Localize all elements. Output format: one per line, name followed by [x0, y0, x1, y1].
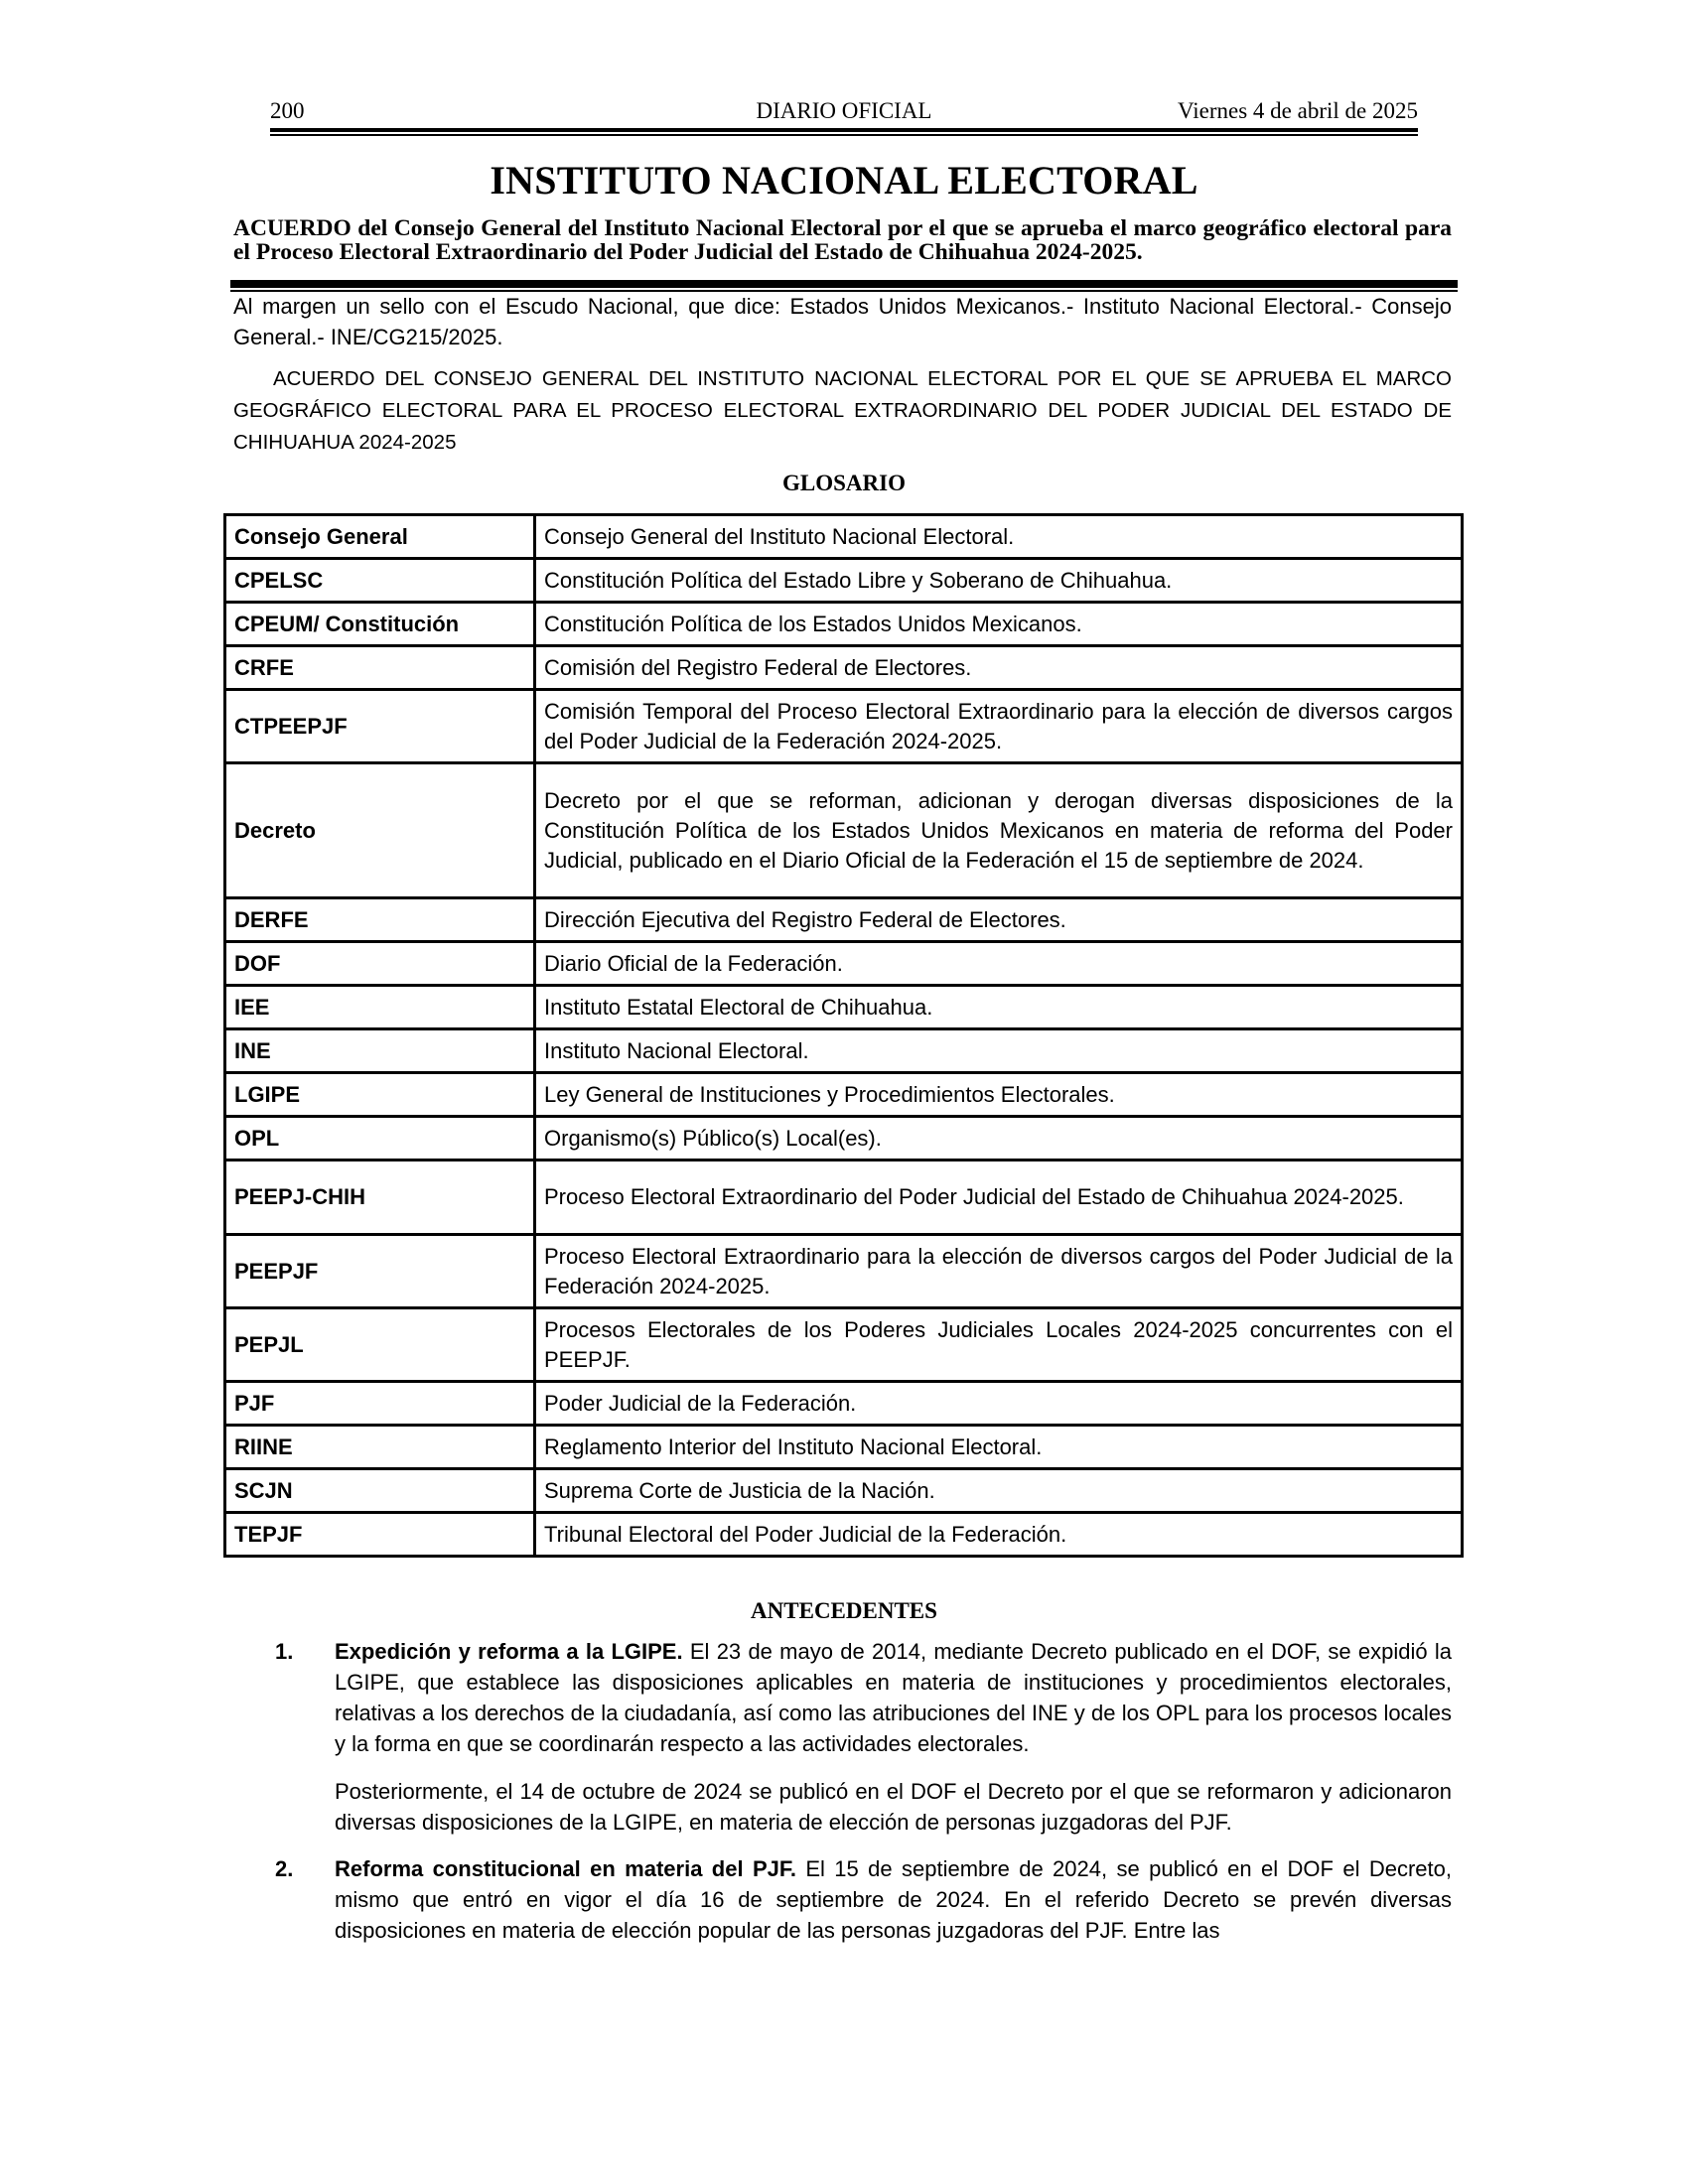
- table-row: [225, 603, 1463, 646]
- glossary-term: IEE: [225, 986, 535, 1029]
- item-number: 1.: [275, 1639, 294, 1664]
- table-row: [225, 1513, 1463, 1557]
- table-row: [225, 1117, 1463, 1160]
- table-row: [225, 1382, 1463, 1426]
- glossary-definition: Suprema Corte de Justicia de la Nación.: [535, 1469, 1463, 1513]
- running-header: [270, 97, 1418, 127]
- item-paragraph: [335, 1853, 1452, 1946]
- glossary-definition: Procesos Electorales de los Poderes Judiciales Locales 2024-2025 concurrentes con el PEEPJF.: [535, 1308, 1463, 1382]
- table-row: [225, 515, 1463, 559]
- table-row: [225, 559, 1463, 603]
- glossary-term: PEPJL: [225, 1308, 535, 1382]
- glossary-term: TEPJF: [225, 1513, 535, 1557]
- glossary-term: PEEPJ-CHIH: [225, 1160, 535, 1235]
- glossary-term: DERFE: [225, 898, 535, 942]
- glossary-definition: Instituto Estatal Electoral de Chihuahua.: [535, 986, 1463, 1029]
- glossary-term: RIINE: [225, 1426, 535, 1469]
- glossary-term: PEEPJF: [225, 1235, 535, 1308]
- item-number: 2.: [275, 1856, 294, 1881]
- table-row: [225, 690, 1463, 763]
- table-row: [225, 646, 1463, 690]
- item-paragraph: [335, 1636, 1452, 1759]
- glossary-definition: Diario Oficial de la Federación.: [535, 942, 1463, 986]
- table-row: [225, 1029, 1463, 1073]
- margin-note: Al margen un sello con el Escudo Nacional, que dice: Estados Unidos Mexicanos.- Instituto Nacional Electoral.- Consejo General.- INE/CG215/2025.: [233, 294, 1452, 349]
- page-number: 200: [270, 98, 305, 123]
- glossary-term: Consejo General: [225, 515, 535, 559]
- table-row: [225, 942, 1463, 986]
- item-text: El 15 de septiembre de 2024, se publicó en el DOF el Decreto, mismo que entró en vigor el día 16 de septiembre de 2024. En el referido Decreto se prevén diversas disposiciones en materia de elección popular de las personas juzgadoras del PJF. Entre las: [335, 1856, 1452, 1943]
- glossary-term: SCJN: [225, 1469, 535, 1513]
- publication-name: DIARIO OFICIAL: [756, 98, 932, 123]
- glossary-definition: Proceso Electoral Extraordinario para la elección de diversos cargos del Poder Judicial de la Federación 2024-2025.: [535, 1235, 1463, 1308]
- table-row: [225, 1235, 1463, 1308]
- glossary-definition: Comisión Temporal del Proceso Electoral Extraordinario para la elección de diversos cargos del Poder Judicial de la Federación 2024-2025.: [535, 690, 1463, 763]
- glossary-definition: Tribunal Electoral del Poder Judicial de la Federación.: [535, 1513, 1463, 1557]
- table-row: [225, 1469, 1463, 1513]
- glossary-term: DOF: [225, 942, 535, 986]
- decree-title: ACUERDO del Consejo General del Instituto Nacional Electoral por el que se aprueba el marco geográfico electoral para el Proceso Electoral Extraordinario del Poder Judicial del Estado de Chihuahua 2024-2025.: [233, 215, 1452, 265]
- glossary-definition: Reglamento Interior del Instituto Nacional Electoral.: [535, 1426, 1463, 1469]
- table-row: [225, 1308, 1463, 1382]
- glossary-term: OPL: [225, 1117, 535, 1160]
- table-row: [225, 898, 1463, 942]
- glossary-term: CPEUM/ Constitución: [225, 603, 535, 646]
- table-row: [225, 986, 1463, 1029]
- item-text: El 23 de mayo de 2014, mediante Decreto publicado en el DOF, se expidió la LGIPE, que establece las disposiciones aplicables en materia de instituciones y procedimientos electorales, relativas a los derechos de la ciudadanía, así como las atribuciones del INE y de los OPL para los procesos locales y la forma en que se coordinarán respecto a las actividades electorales.: [335, 1639, 1453, 1756]
- glossary-term: PJF: [225, 1382, 535, 1426]
- glossary-definition: Consejo General del Instituto Nacional Electoral.: [535, 515, 1463, 559]
- glossary-definition: Ley General de Instituciones y Procedimientos Electorales.: [535, 1073, 1463, 1117]
- glossary-term: CTPEEPJF: [225, 690, 535, 763]
- table-row: [225, 763, 1463, 898]
- header-rule-thin: [270, 134, 1418, 136]
- glossary-definition: Decreto por el que se reforman, adicionan y derogan diversas disposiciones de la Constitución Política de los Estados Unidos Mexicanos en materia de reforma del Poder Judicial, publicado en el Diario Oficial de la Federación el 15 de septiembre de 2024.: [535, 763, 1463, 898]
- title-rule: [230, 280, 1458, 288]
- glossary-definition: Dirección Ejecutiva del Registro Federal de Electores.: [535, 898, 1463, 942]
- glossary-definition: Constitución Política del Estado Libre y Soberano de Chihuahua.: [535, 559, 1463, 603]
- antecedentes-list: [275, 1636, 1452, 1962]
- glossary-term: CRFE: [225, 646, 535, 690]
- glossary-definition: Instituto Nacional Electoral.: [535, 1029, 1463, 1073]
- glossary-table: [223, 513, 1464, 1558]
- glossary-definition: Poder Judicial de la Federación.: [535, 1382, 1463, 1426]
- glossary-heading: GLOSARIO: [782, 471, 906, 495]
- glossary-definition: Organismo(s) Público(s) Local(es).: [535, 1117, 1463, 1160]
- glossary-definition: Constitución Política de los Estados Unidos Mexicanos.: [535, 603, 1463, 646]
- table-row: [225, 1160, 1463, 1235]
- glossary-term: INE: [225, 1029, 535, 1073]
- section-title: INSTITUTO NACIONAL ELECTORAL: [490, 158, 1198, 203]
- item-title: Expedición y reforma a la LGIPE.: [335, 1639, 683, 1664]
- caps-title: ACUERDO DEL CONSEJO GENERAL DEL INSTITUTO NACIONAL ELECTORAL POR EL QUE SE APRUEBA EL MARCO GEOGRÁFICO ELECTORAL PARA EL PROCESO ELECTORAL EXTRAORDINARIO DEL PODER JUDICIAL DEL ESTADO DE CHIHUAHUA 2024-2025: [233, 367, 1452, 454]
- glossary-term: LGIPE: [225, 1073, 535, 1117]
- glossary-definition: Proceso Electoral Extraordinario del Poder Judicial del Estado de Chihuahua 2024-2025.: [535, 1160, 1463, 1235]
- item-paragraph-extra: Posteriormente, el 14 de octubre de 2024 se publicó en el DOF el Decreto por el que se reformaron y adicionaron diversas disposiciones de la LGIPE, en materia de elección de personas juzgadoras del PJF.: [335, 1779, 1452, 1835]
- publication-date: Viernes 4 de abril de 2025: [1178, 98, 1418, 123]
- glossary-term: Decreto: [225, 763, 535, 898]
- table-row: [225, 1426, 1463, 1469]
- list-item: [275, 1853, 1452, 1946]
- header-rule: [270, 128, 1418, 132]
- list-item: [275, 1636, 1452, 1838]
- table-row: [225, 1073, 1463, 1117]
- glossary-term: CPELSC: [225, 559, 535, 603]
- glossary-definition: Comisión del Registro Federal de Electores.: [535, 646, 1463, 690]
- item-title: Reforma constitucional en materia del PJF.: [335, 1856, 796, 1881]
- antecedentes-heading: ANTECEDENTES: [751, 1598, 937, 1623]
